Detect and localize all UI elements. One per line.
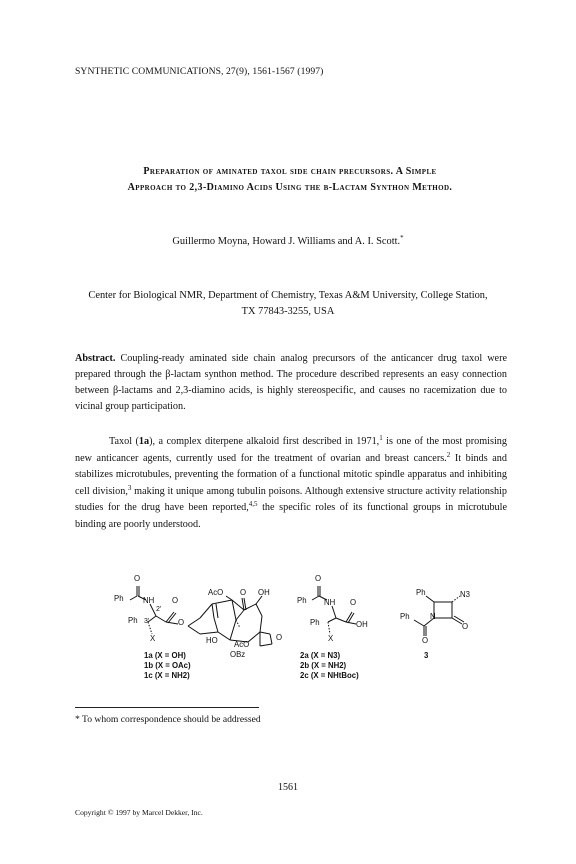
affiliation: [60, 288, 516, 320]
atom-label: O: [462, 622, 469, 631]
atom-label: X: [328, 634, 334, 643]
atom-label: Ph: [128, 616, 138, 625]
abstract: [75, 351, 507, 415]
atom-label: AcO: [208, 588, 224, 597]
atom-label: AcO: [234, 640, 250, 649]
intro-text: Taxol (: [109, 436, 139, 447]
intro-paragraph: [75, 434, 507, 533]
atom-label: O: [315, 574, 322, 583]
atom-label: O: [172, 596, 179, 605]
intro-text: the specific roles of its functional groups in microtubule binding are poorly understood.: [75, 502, 507, 530]
compound-label-2c: 2c (X = NHtBoc): [300, 671, 359, 680]
paper-title-line-1: Preparation of aminated taxol side chain precursors. A Simple: [143, 166, 437, 177]
compound-label-3: 3: [424, 651, 429, 660]
atom-label: OBz: [230, 650, 246, 659]
page-number: 1561: [278, 782, 298, 793]
footnote-divider: [75, 707, 259, 708]
atom-label: X: [150, 634, 156, 643]
copyright-notice: Copyright © 1997 by Marcel Dekker, Inc.: [75, 808, 203, 817]
atom-label: HO: [206, 636, 218, 645]
intro-text: is one of the most promising new anticancer agents, currently used for the treatment of ovarian and breast cancers.: [75, 436, 507, 464]
atom-label: O: [178, 618, 185, 627]
structure-bonds: [130, 586, 464, 646]
atom-label: O: [350, 598, 357, 607]
author-footnote-mark: *: [400, 234, 404, 242]
author-names: Guillermo Moyna, Howard J. Williams and A. I. Scott.: [172, 236, 401, 247]
atom-label: O: [134, 574, 141, 583]
intro-text: ), a complex diterpene alkaloid first described in 1971,: [149, 436, 380, 447]
footnote: * To whom correspondence should be addressed: [75, 714, 261, 725]
compound-label-2b: 2b (X = NH2): [300, 661, 347, 670]
journal-citation: SYNTHETIC COMMUNICATIONS, 27(9), 1561-1567 (1997): [75, 66, 324, 77]
atom-label: Ph: [416, 588, 426, 597]
atom-label: Ph: [297, 596, 307, 605]
citation-ref: 4,5: [248, 500, 258, 508]
intro-text: making it unique among tubulin poisons. Although extensive structure activity relationship studies for the drug have been reported,: [75, 485, 507, 513]
compound-label-1c: 1c (X = NH2): [144, 671, 190, 680]
atom-label: Ph: [400, 612, 410, 621]
affiliation-line-2: TX 77843-3255, USA: [241, 306, 335, 317]
atom-label: O: [422, 636, 429, 645]
atom-label: NH: [143, 596, 155, 605]
atom-label: 3': [144, 618, 150, 625]
atom-label: Ph: [114, 594, 124, 603]
atom-label: Ph: [310, 618, 320, 627]
atom-label: NH: [324, 598, 336, 607]
citation-ref: 1: [379, 434, 383, 442]
atom-label: OH: [356, 620, 368, 629]
atom-label: O: [240, 588, 247, 597]
atom-label: N3: [460, 590, 470, 599]
atom-label: OH: [258, 588, 270, 597]
paper-title-line-2: Approach to 2,3-Diamino Acids Using the β-Lactam Synthon Method.: [127, 182, 453, 193]
intro-text: It binds and stabilizes microtubules, preventing the formation of a functional mitotic spindle apparatus and inhibiting cell division,: [75, 452, 507, 497]
citation-ref: 3: [127, 483, 132, 492]
chemical-structures-figure: [0, 560, 576, 670]
atom-label: 2': [156, 606, 162, 613]
atom-label: O: [276, 633, 283, 642]
compound-label-1b: 1b (X = OAc): [144, 661, 191, 670]
author-list: [0, 236, 576, 247]
atom-label: N: [430, 612, 436, 621]
compound-label-2a: 2a (X = N3): [300, 651, 341, 660]
compound-ref: 1a: [138, 436, 150, 447]
compound-label-1a: 1a (X = OH): [144, 651, 186, 660]
citation-ref: 2: [446, 450, 451, 459]
abstract-label: Abstract.: [75, 353, 116, 364]
abstract-text: Coupling-ready aminated side chain analog precursors of the anticancer drug taxol were prepared through the β-lactam synthon method. The procedure described represents an easy connection between β-lactams and 2,3-diamino acids, is highly stereospecific, and causes no racemization due to vicinal group participation.: [75, 353, 507, 412]
affiliation-line-1: Center for Biological NMR, Department of Chemistry, Texas A&M University, College Station,: [88, 290, 488, 301]
